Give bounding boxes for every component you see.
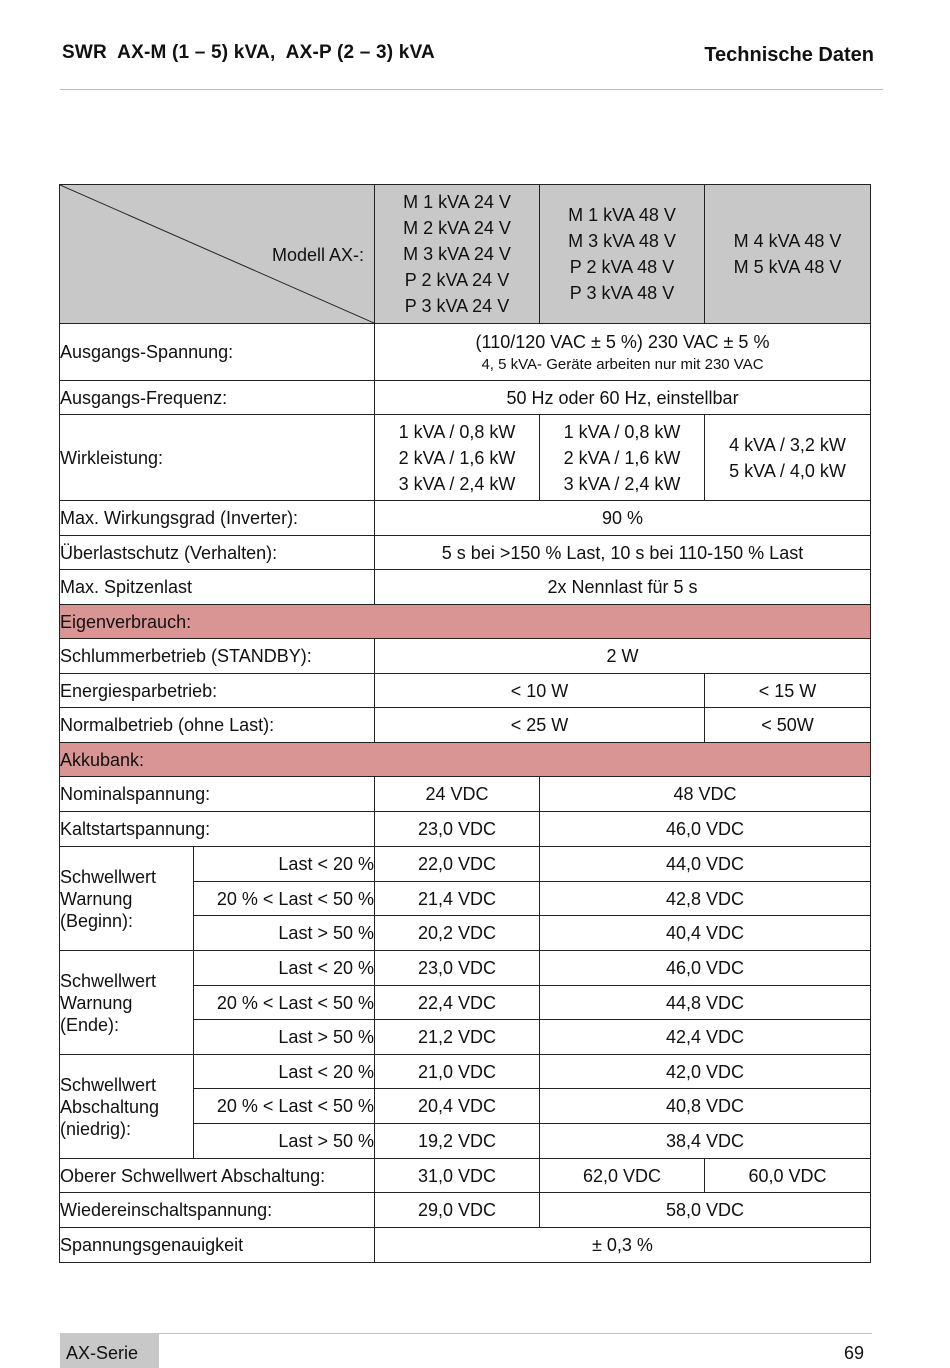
- footer-divider: [60, 1333, 872, 1334]
- section-akkubank: [60, 743, 871, 777]
- row-value-24v: 21,4 VDC: [375, 882, 540, 916]
- row-ausgangsspannung: [60, 324, 871, 381]
- model-col-24v: [375, 185, 540, 324]
- row-value-48v: 40,4 VDC: [540, 916, 871, 951]
- model-name: M 3 kVA 48 V: [568, 231, 676, 251]
- threshold-row: [60, 847, 871, 882]
- row-value: 62,0 VDC: [540, 1159, 705, 1193]
- row-value: < 50W: [705, 708, 871, 743]
- row-value-48v: 46,0 VDC: [540, 812, 871, 847]
- row-value-48v: 58,0 VDC: [540, 1193, 871, 1228]
- row-value-48v: 44,0 VDC: [540, 847, 871, 882]
- row-label: Schlummerbetrieb (STANDBY):: [60, 639, 375, 674]
- power-value: 1 kVA / 0,8 kW: [563, 421, 681, 442]
- row-value: 90 %: [375, 501, 871, 536]
- model-name: M 1 kVA 24 V: [403, 192, 511, 212]
- row-oberer-schwellwert: [60, 1159, 871, 1193]
- row-ausgangsfrequenz: [60, 381, 871, 415]
- load-condition: Last < 20 %: [194, 1055, 375, 1089]
- model-name: M 3 kVA 24 V: [403, 244, 511, 264]
- power-value: 1 kVA / 0,8 kW: [398, 421, 516, 442]
- row-value: 60,0 VDC: [705, 1159, 871, 1193]
- threshold-group-label: [60, 847, 194, 951]
- row-label: Oberer Schwellwert Abschaltung:: [60, 1159, 375, 1193]
- group-label-line: Abschaltung: [60, 1096, 160, 1117]
- section-eigenverbrauch: [60, 605, 871, 639]
- row-value-24v: 24 VDC: [375, 777, 540, 812]
- spec-table: [59, 184, 871, 1263]
- row-value: [375, 415, 540, 501]
- power-value: 2 kVA / 1,6 kW: [398, 447, 516, 468]
- power-value: 5 kVA / 4,0 kW: [729, 460, 846, 481]
- row-value: [375, 324, 871, 381]
- row-label: Kaltstartspannung:: [60, 812, 375, 847]
- power-value: 3 kVA / 2,4 kW: [563, 473, 681, 494]
- row-value: 2 W: [375, 639, 871, 674]
- row-wirkungsgrad: [60, 501, 871, 536]
- model-header-row: [60, 185, 871, 324]
- model-col-48v-large: [705, 185, 871, 324]
- row-label: Energiesparbetrieb:: [60, 674, 375, 708]
- section-heading: Akkubank:: [60, 743, 871, 777]
- row-value-24v: 22,4 VDC: [375, 986, 540, 1020]
- load-condition: Last < 20 %: [194, 847, 375, 882]
- group-label-line: (Ende):: [60, 1014, 120, 1035]
- load-condition: Last < 20 %: [194, 951, 375, 986]
- row-label: Spannungsgenauigkeit: [60, 1228, 375, 1263]
- row-value: ± 0,3 %: [375, 1228, 871, 1263]
- load-condition: 20 % < Last < 50 %: [194, 1089, 375, 1124]
- row-value-48v: 42,4 VDC: [540, 1020, 871, 1055]
- model-label-cell: [60, 185, 375, 324]
- row-genauigkeit: [60, 1228, 871, 1263]
- row-value: 5 s bei >150 % Last, 10 s bei 110-150 % Last: [375, 536, 871, 570]
- row-value-48v: 42,0 VDC: [540, 1055, 871, 1089]
- section-heading: Eigenverbrauch:: [60, 605, 871, 639]
- row-value-24v: 20,4 VDC: [375, 1089, 540, 1124]
- row-value: [705, 415, 871, 501]
- row-wirkleistung: [60, 415, 871, 501]
- group-label-line: Schwellwert: [60, 970, 157, 991]
- load-condition: 20 % < Last < 50 %: [194, 882, 375, 916]
- row-value: 2x Nennlast für 5 s: [375, 570, 871, 605]
- row-value-48v: 42,8 VDC: [540, 882, 871, 916]
- row-value-48v: 40,8 VDC: [540, 1089, 871, 1124]
- load-condition: Last > 50 %: [194, 916, 375, 951]
- page-number: 69: [843, 1343, 864, 1363]
- model-name: P 3 kVA 24 V: [404, 296, 510, 316]
- document-title: SWR AX-M (1 – 5) kVA, AX-P (2 – 3) kVA: [62, 42, 435, 63]
- power-value: 4 kVA / 3,2 kW: [729, 434, 846, 455]
- row-value: [540, 415, 705, 501]
- model-name: P 2 kVA 48 V: [569, 257, 675, 277]
- model-name: P 2 kVA 24 V: [404, 270, 510, 290]
- group-label-line: Warnung: [60, 992, 133, 1013]
- row-value-48v: 46,0 VDC: [540, 951, 871, 986]
- header-divider: [60, 89, 883, 90]
- group-label-line: Warnung: [60, 888, 133, 909]
- row-value: 50 Hz oder 60 Hz, einstellbar: [375, 381, 871, 415]
- row-label: Max. Spitzenlast: [60, 570, 375, 605]
- group-label-line: (Beginn):: [60, 910, 134, 931]
- group-label-line: Schwellwert: [60, 1074, 157, 1095]
- row-label: Wiedereinschaltspannung:: [60, 1193, 375, 1228]
- threshold-row: [60, 1055, 871, 1089]
- row-spitzenlast: [60, 570, 871, 605]
- row-value-24v: 23,0 VDC: [375, 951, 540, 986]
- row-energiespar: [60, 674, 871, 708]
- model-name: M 1 kVA 48 V: [568, 205, 676, 225]
- row-label: Normalbetrieb (ohne Last):: [60, 708, 375, 743]
- group-label-line: (niedrig):: [60, 1118, 132, 1139]
- row-normalbetrieb: [60, 708, 871, 743]
- row-value: < 15 W: [705, 674, 871, 708]
- load-condition: 20 % < Last < 50 %: [194, 986, 375, 1020]
- row-value: < 10 W: [375, 674, 705, 708]
- row-wiedereinschalt: [60, 1193, 871, 1228]
- footer-series: AX-Serie: [66, 1343, 139, 1363]
- row-label: Ausgangs-Frequenz:: [60, 381, 375, 415]
- row-value-24v: 22,0 VDC: [375, 847, 540, 882]
- row-label: Nominalspannung:: [60, 777, 375, 812]
- row-label: Ausgangs-Spannung:: [60, 324, 375, 381]
- model-label: Modell AX-:: [271, 245, 364, 265]
- row-value-24v: 21,0 VDC: [375, 1055, 540, 1089]
- model-name: M 5 kVA 48 V: [733, 257, 842, 277]
- threshold-row: [60, 951, 871, 986]
- model-name: M 4 kVA 48 V: [733, 231, 842, 251]
- threshold-group-label: [60, 1055, 194, 1159]
- row-value-24v: 29,0 VDC: [375, 1193, 540, 1228]
- model-name: P 3 kVA 48 V: [569, 283, 675, 303]
- row-value-24v: 19,2 VDC: [375, 1124, 540, 1159]
- section-title: Technische Daten: [704, 44, 874, 66]
- row-value-48v: 38,4 VDC: [540, 1124, 871, 1159]
- row-value-24v: 20,2 VDC: [375, 916, 540, 951]
- power-value: 3 kVA / 2,4 kW: [398, 473, 516, 494]
- row-value-24v: 23,0 VDC: [375, 812, 540, 847]
- model-col-48v-small: [540, 185, 705, 324]
- row-value: 31,0 VDC: [375, 1159, 540, 1193]
- row-kaltstart: [60, 812, 871, 847]
- row-label: Wirkleistung:: [60, 415, 375, 501]
- load-condition: Last > 50 %: [194, 1124, 375, 1159]
- row-ueberlastschutz: [60, 536, 871, 570]
- output-voltage-note: 4, 5 kVA- Geräte arbeiten nur mit 230 VAC: [481, 356, 764, 373]
- row-value-48v: 48 VDC: [540, 777, 871, 812]
- row-label: Max. Wirkungsgrad (Inverter):: [60, 501, 375, 536]
- row-value: < 25 W: [375, 708, 705, 743]
- row-label: Überlastschutz (Verhalten):: [60, 536, 375, 570]
- row-nominalspannung: [60, 777, 871, 812]
- group-label-line: Schwellwert: [60, 866, 157, 887]
- row-value-24v: 21,2 VDC: [375, 1020, 540, 1055]
- threshold-group-label: [60, 951, 194, 1055]
- output-voltage-value: (110/120 VAC ± 5 %) 230 VAC ± 5 %: [475, 332, 770, 352]
- row-standby: [60, 639, 871, 674]
- model-name: M 2 kVA 24 V: [403, 218, 511, 238]
- load-condition: Last > 50 %: [194, 1020, 375, 1055]
- power-value: 2 kVA / 1,6 kW: [563, 447, 681, 468]
- row-value-48v: 44,8 VDC: [540, 986, 871, 1020]
